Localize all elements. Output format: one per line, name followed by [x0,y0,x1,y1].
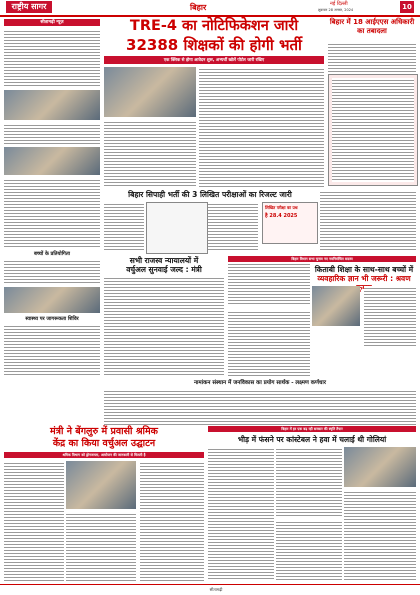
right-col-text [320,190,416,252]
exam-side-box-date: है 28.4 2025 [265,213,298,219]
lead-photo [104,67,196,117]
mid-col-text-2 [228,310,310,376]
court-headline-1: सभी राजस्व न्यायालयों में [129,256,199,265]
exam-side-box-label: लिखित परीक्षा का प्रश्न [265,205,298,210]
paper-name: नई दिल्ली [330,1,348,7]
page-number: 10 [400,1,414,13]
bottom-right-text-1 [208,447,274,581]
lead-strap: एक क्लिक से होगा आवेदन शुरू, अभ्यर्थी खोलें पोर्टल जारी रखिए [104,56,324,64]
bottom-left-text-1 [4,461,64,581]
left-mid-headline: बच्चों के प्रतियोगिता [34,251,70,257]
bottom-left-headline-1: मंत्री ने बेंगलुरु में प्रवासी श्रमिक [50,426,158,437]
bottom-right-ribbon: बिहार में हर एक बढ़ रही सरकार की स्मृति तैयार [208,426,416,432]
lead-article-text [199,67,324,187]
lead-headline-1: TRE-4 का नोटिफिकेशन जारी [129,18,299,34]
left-article-text-2 [4,123,100,145]
brand-logo: राष्ट्रीय सागर [6,1,52,13]
bottom-left-headline-2: केंद्र का किया वर्चुअल उद्घाटन [52,438,156,449]
lead-headline-2: 32388 शिक्षकों की होगी भर्ती [126,36,302,54]
edu-headline-2: व्यवहारिक ज्ञान भी जरूरी : श्रवण [317,274,411,283]
left-photo-3 [4,287,100,313]
mid-strip-text [104,389,416,425]
court-headline-2: वर्चुअल सुनवाई जल्द : मंत्री [126,265,202,274]
left-photo [4,90,100,120]
edu-headline-1: किताबी शिक्षा के साथ-साथ बच्चों में [314,265,414,274]
bottom-left-photo [66,461,136,509]
exam-headline: बिहार सिपाही भर्ती की 3 लिखित परीक्षाओं का रिजल्ट जारी [128,190,292,199]
bottom-right-text-3 [344,490,416,581]
issue-date: शुक्रवार 28 अगस्त, 2024 [318,8,354,12]
left-article-text-5 [4,324,100,376]
left-section-tag: सीतामढ़ी न्यूज़ [4,19,100,26]
mid-col-text [228,256,310,306]
bottom-left-text-3 [140,461,204,581]
edu-text [364,286,416,346]
exam-text-col3 [208,202,258,252]
masthead [0,0,420,17]
bottom-left-ribbon: श्रमिक विभाग को ड्रोनजनता, आयोजन की जानकारी से मिलती है [4,452,204,458]
exam-side-box [262,202,318,244]
exam-text-col1 [104,202,144,252]
bottom-right-headline: भीड़ में फंसने पर कांस्टेबल ने हवा में चलाई थी गोलियां [237,435,387,444]
bottom-right-text-4 [276,520,342,581]
mid-strip-headline: नामांकन संस्थान में जनविकास का प्रयोग सार्थक - लक्ष्मण कर्णधार [193,380,327,386]
left-article-text-4 [4,259,100,284]
lead-article-text-2 [104,120,196,187]
top-right-text [328,42,416,72]
top-right-list-box [328,74,418,186]
exam-infobox [146,202,208,254]
bottom-left-text-2 [66,512,136,581]
section-title: बिहार [190,3,207,12]
left-article-text-3 [4,178,100,248]
court-article-text [104,276,224,376]
left-mid-headline-2: स्वास्थ्य पर जागरूकता शिविर [25,316,79,322]
bottom-right-photo [344,447,416,487]
left-photo-2 [4,147,100,175]
bottom-right-text-2 [276,447,342,517]
edu-photo [312,286,360,326]
footer-text: सीतामढ़ी [209,587,223,592]
left-article-text [4,29,100,87]
top-right-headline: बिहार में 18 आईएएस अधिकारी का तबादला [329,18,415,35]
bihar-ribbon: बिहार विधान सभा चुनाव नए नवनिर्वाचित सदस्य [228,256,416,262]
footer-bar [0,584,420,595]
